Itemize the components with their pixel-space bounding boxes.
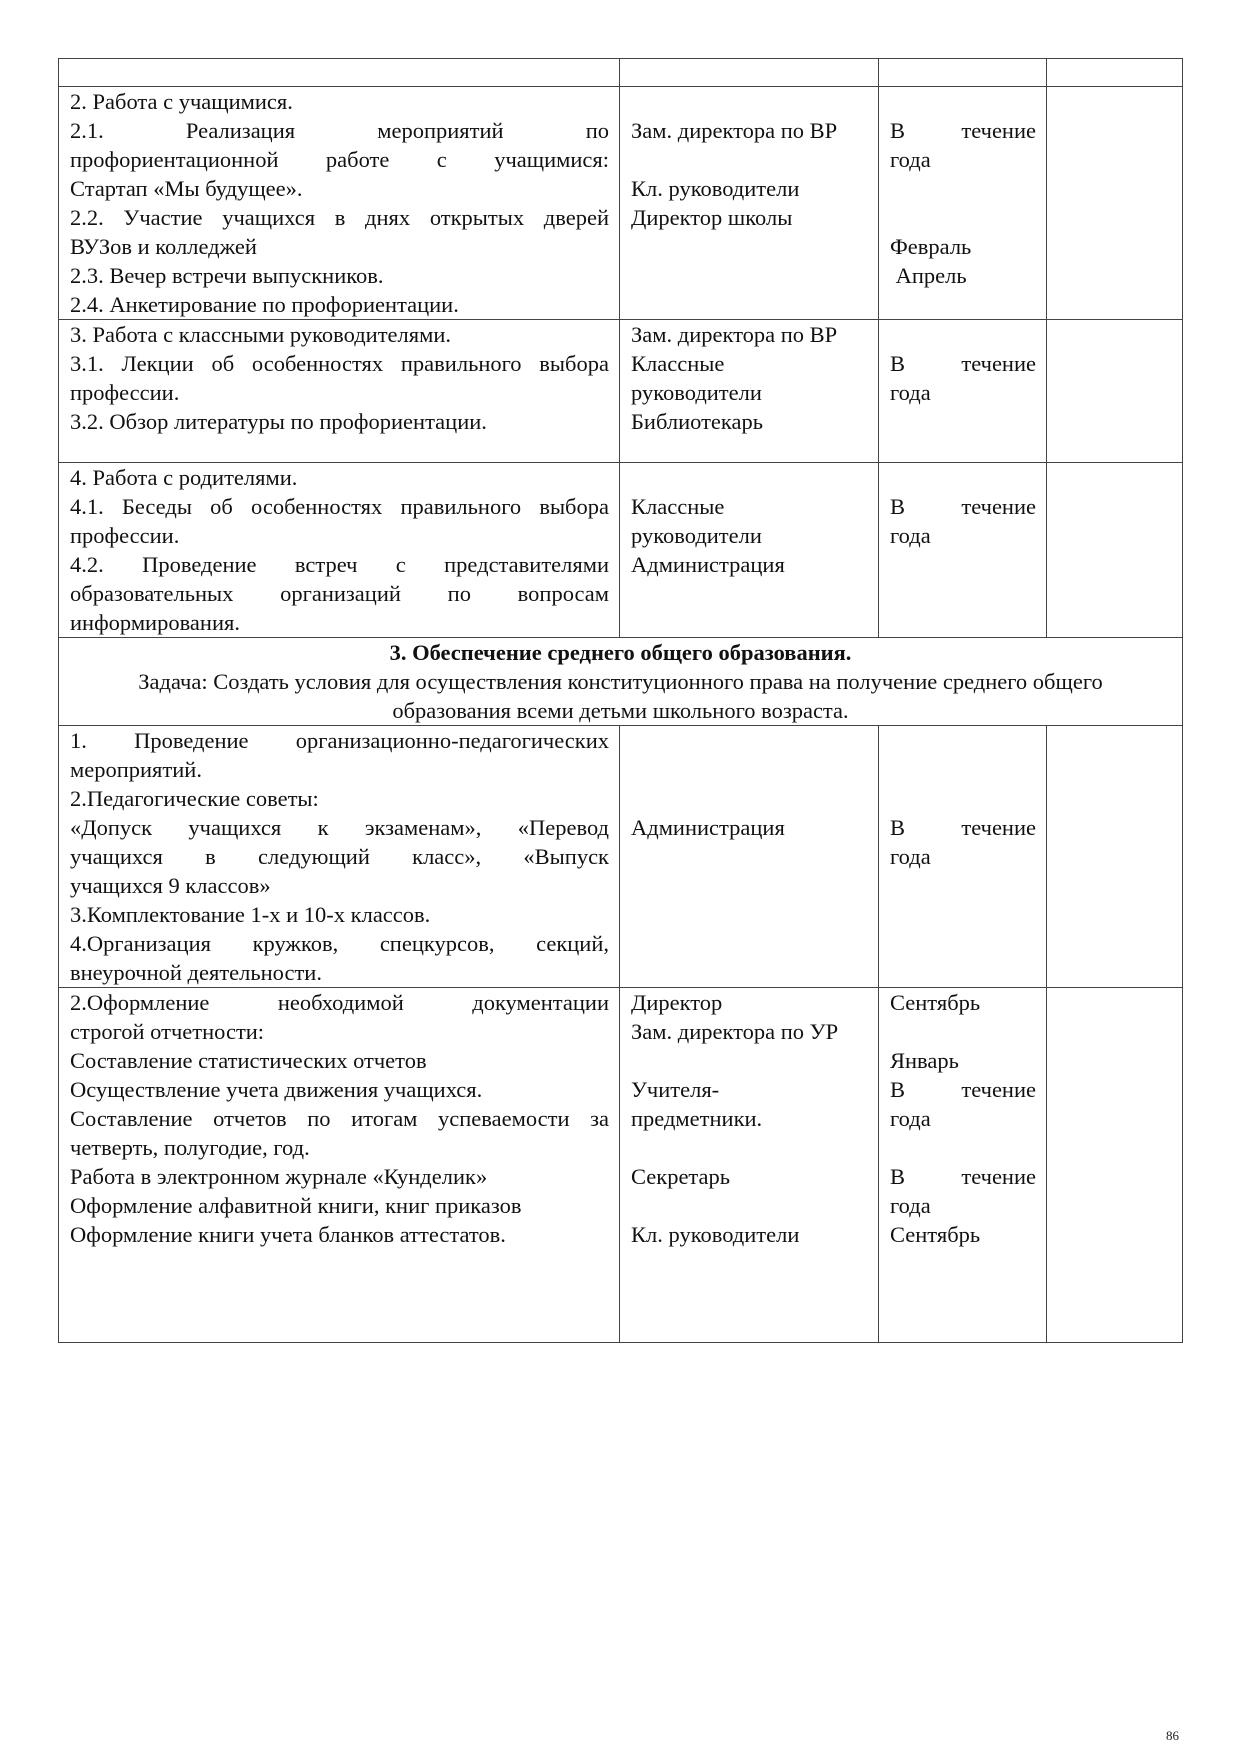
activity-line: Стартап «Мы будущее». [70,176,303,201]
activity-line: четверть, полугодие, год. [70,1135,310,1160]
responsible-line: Библиотекарь [631,409,763,434]
timing-cell [879,463,1047,638]
responsible-line: Учителя- [631,1077,720,1102]
table-row-parents [59,463,1183,638]
activity-line: Работа в электронном журнале «Кунделик» [70,1164,488,1189]
table-cell [59,59,620,87]
table-row-empty-top [59,59,1183,87]
activity-line: 1. Проведение организационно-педагогических [70,728,609,753]
activities-cell [59,320,620,463]
activity-line: 2.4. Анкетирование по профориентации. [70,292,459,317]
responsible-cell [620,726,879,988]
plan-table [58,58,1183,1343]
timing-line: Сентябрь [890,1222,981,1247]
activity-line: Оформление алфавитной книги, книг приказов [70,1193,522,1218]
activity-line: 3. Работа с классными руководителями. [70,322,452,347]
responsible-line: руководители [631,523,762,548]
timing-line: В течение [890,1164,1036,1189]
timing-cell [879,87,1047,320]
responsible-cell [620,87,879,320]
responsible-line: Администрация [631,815,785,840]
responsible-cell [620,463,879,638]
activities-cell [59,463,620,638]
table-row-organization [59,726,1183,988]
timing-line: года [890,1193,931,1218]
responsible-line: Секретарь [631,1164,731,1189]
activity-line: 2.1. Реализация мероприятий по [70,118,609,143]
notes-cell [1047,988,1183,1343]
table-cell [879,59,1047,87]
timing-line: В течение [890,1077,1036,1102]
activity-line: 4.1. Беседы об особенностях правильного выбора [70,494,609,519]
responsible-line: Классные [631,351,725,376]
timing-line: Январь [890,1048,959,1073]
section-title: 3. Обеспечение среднего общего образования. [389,640,852,665]
activity-line: 2.3. Вечер встречи выпускников. [70,263,384,288]
timing-line: В течение [890,815,1036,840]
timing-line: Февраль [890,234,972,259]
notes-cell [1047,726,1183,988]
activity-line: информирования. [70,610,240,635]
timing-line: года [890,147,931,172]
timing-cell [879,320,1047,463]
activity-line: 2.Педагогические советы: [70,786,319,811]
responsible-line: Администрация [631,552,785,577]
timing-line: года [890,1106,931,1131]
activity-line: 3.2. Обзор литературы по профориентации. [70,409,487,434]
responsible-cell [620,988,879,1343]
responsible-line: предметники. [631,1106,763,1131]
activity-line: 2.Оформление необходимой документации [70,990,609,1015]
activity-line: мероприятий. [70,757,202,782]
activity-line: 4.Организация кружков, спецкурсов, секций, [70,931,609,956]
table-row-documentation [59,988,1183,1343]
activity-line: строгой отчетности: [70,1019,265,1044]
timing-line: года [890,523,931,548]
notes-cell [1047,463,1183,638]
responsible-line: Зам. директора по УР [631,1019,839,1044]
activities-cell [59,87,620,320]
table-row-section-header [59,638,1183,726]
activity-line: профориентационной работе с учащимися: [70,147,609,172]
activity-line: профессии. [70,523,180,548]
responsible-line: Зам. директора по ВР [631,322,838,347]
responsible-line: Кл. руководители [631,1222,800,1247]
activity-line: 4.2. Проведение встреч с представителями [70,552,609,577]
table-row-class-teachers [59,320,1183,463]
notes-cell [1047,87,1183,320]
responsible-cell [620,320,879,463]
timing-line: В течение [890,351,1036,376]
activity-line: 2.2. Участие учащихся в днях открытых дверей [70,205,609,230]
activities-cell [59,726,620,988]
table-cell [620,59,879,87]
activity-line: Составление отчетов по итогам успеваемости за [70,1106,609,1131]
responsible-line: Зам. директора по ВР [631,118,838,143]
timing-line: В течение [890,494,1036,519]
section-header-cell [59,638,1183,726]
activity-line: внеурочной деятельности. [70,960,322,985]
timing-line: Сентябрь [890,990,981,1015]
section-task: образования всеми детьми школьного возраста. [392,698,849,723]
responsible-line: руководители [631,380,762,405]
responsible-line: Кл. руководители [631,176,800,201]
table-cell [1047,59,1183,87]
page-number: 86 [1166,1728,1179,1743]
activity-line: 4. Работа с родителями. [70,465,298,490]
responsible-line: Классные [631,494,725,519]
timing-line: Апрель [890,263,967,288]
activity-line: образовательных организаций по вопросам [70,581,609,606]
timing-line: года [890,380,931,405]
activity-line: профессии. [70,380,180,405]
activity-line: Осуществление учета движения учащихся. [70,1077,483,1102]
timing-line: года [890,844,931,869]
activity-line: 3.1. Лекции об особенностях правильного выбора [70,351,609,376]
activity-line: 2. Работа с учащимися. [70,89,293,114]
activity-line: 3.Комплектование 1-х и 10-х классов. [70,902,431,927]
section-task: Задача: Создать условия для осуществления конституционного права на получение среднего общего [138,669,1103,694]
responsible-line: Директор [631,990,723,1015]
responsible-line: Директор школы [631,205,793,230]
timing-cell [879,988,1047,1343]
activities-cell [59,988,620,1343]
activity-line: учащихся в следующий класс», «Выпуск [70,844,609,869]
table-row-students [59,87,1183,320]
activity-line: учащихся 9 классов» [70,873,271,898]
activity-line: ВУЗов и колледжей [70,234,257,259]
notes-cell [1047,320,1183,463]
timing-cell [879,726,1047,988]
activity-line: «Допуск учащихся к экзаменам», «Перевод [70,815,609,840]
activity-line: Составление статистических отчетов [70,1048,427,1073]
timing-line: В течение [890,118,1036,143]
activity-line: Оформление книги учета бланков аттестатов. [70,1222,506,1247]
